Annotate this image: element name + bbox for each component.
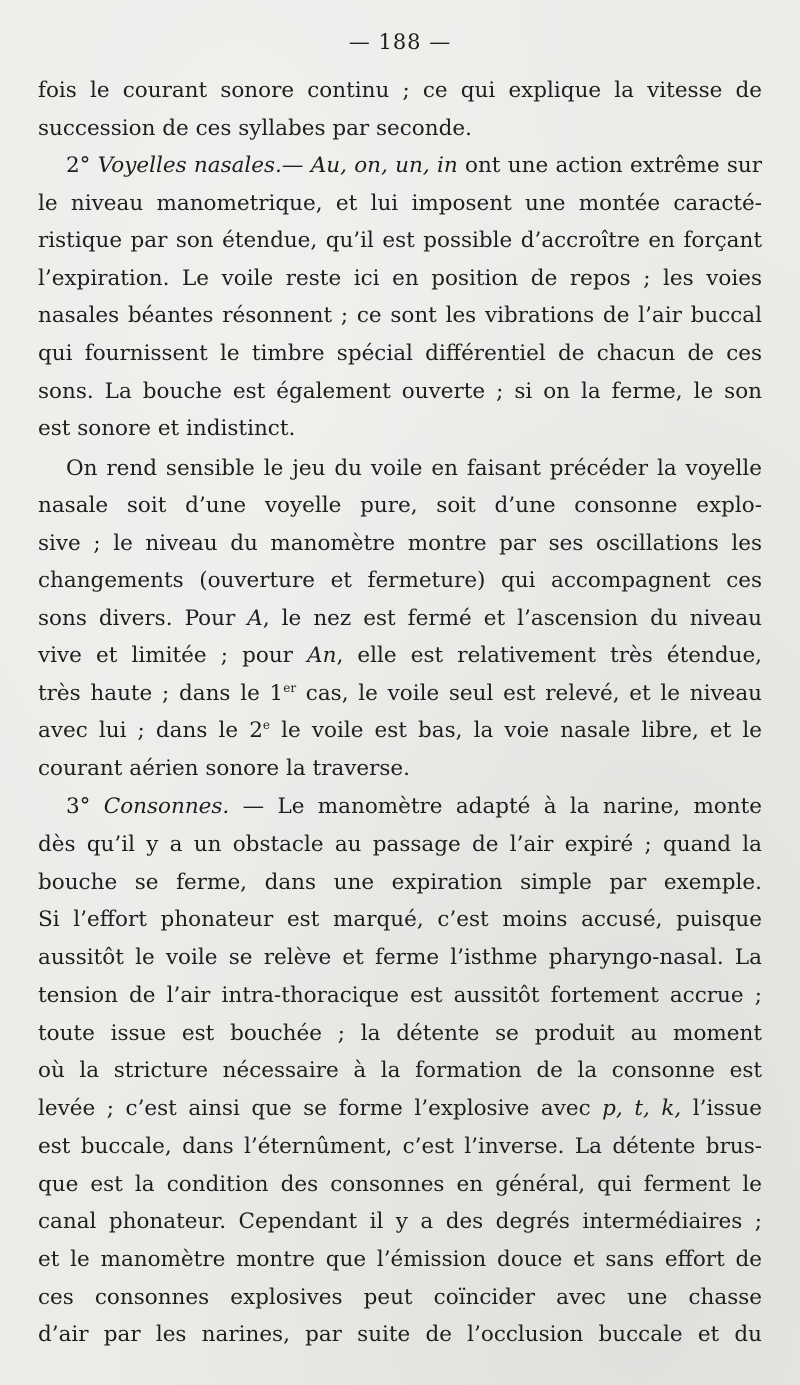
text-line: sive ; le niveau du manomètre montre par ses oscillations les <box>38 531 762 556</box>
text-line: le niveau manometrique, et lui imposent une montée caracté- <box>38 191 762 216</box>
text-line: où la stricture nécessaire à la formation de la consonne est <box>38 1058 762 1083</box>
page-number: — 188 — <box>348 30 452 54</box>
text-line: sons. La bouche est également ouverte ; si on la ferme, le son <box>38 379 762 404</box>
italic-text: Au, on, un, in <box>310 153 458 178</box>
text-line <box>38 1090 762 1127</box>
text-line <box>66 147 762 184</box>
text-span: le voile est bas, la voie nasale libre, et le <box>270 718 763 743</box>
text-span: levée ; c’est ainsi que se forme l’explosive avec <box>38 1096 603 1121</box>
text-line: qui fournissent le timbre spécial différentiel de chacun de ces <box>38 341 762 366</box>
text-line: tension de l’air intra-thoracique est aussitôt fortement accrue ; <box>38 983 762 1008</box>
text-line: toute issue est bouchée ; la détente se produit au moment <box>38 1021 762 1046</box>
text-line: aussitôt le voile se relève et ferme l’isthme pharyngo-nasal. La <box>38 945 762 970</box>
text-span: très haute ; dans le 1 <box>38 681 284 706</box>
text-line: ristique par son étendue, qu’il est possible d’accroître en forçant <box>38 228 762 253</box>
section-number: 2° <box>66 153 98 178</box>
text-span: l’issue <box>681 1096 762 1121</box>
text-line <box>38 675 762 712</box>
text-span: — <box>281 153 311 178</box>
text-line: que est la condition des consonnes en général, qui ferment le <box>38 1172 762 1197</box>
text-line: bouche se ferme, dans une expiration simple par exemple. <box>38 870 762 895</box>
superscript: er <box>283 680 297 695</box>
section-heading: Consonnes. <box>103 794 230 819</box>
text-line: dès qu’il y a un obstacle au passage de l’air expiré ; quand la <box>38 832 762 857</box>
text-line: est sonore et indistinct. <box>38 416 296 441</box>
section-heading: Voyelles nasales. <box>97 153 282 178</box>
text-line: courant aérien sonore la traverse. <box>38 756 410 781</box>
text-line <box>38 637 762 674</box>
text-line: ces consonnes explosives peut coïncider avec une chasse <box>38 1285 762 1310</box>
text-line: et le manomètre montre que l’émission douce et sans effort de <box>38 1247 762 1272</box>
text-line: d’air par les narines, par suite de l’occlusion buccale et du <box>38 1322 762 1347</box>
text-span: — Le manomètre adapté à la narine, monte <box>229 794 762 819</box>
text-line: changements (ouverture et fermeture) qui accompagnent ces <box>38 568 762 593</box>
text-span: sons divers. Pour <box>38 606 248 631</box>
text-line: On rend sensible le jeu du voile en faisant précéder la voyelle <box>66 456 762 481</box>
italic-text: p, t, k, <box>602 1096 682 1121</box>
text-line: l’expiration. Le voile reste ici en position de repos ; les voies <box>38 266 762 291</box>
superscript: e <box>262 717 271 732</box>
italic-text: A <box>247 606 263 631</box>
text-line <box>38 600 762 637</box>
text-line: fois le courant sonore continu ; ce qui explique la vitesse de <box>38 78 762 103</box>
italic-text: An <box>307 643 337 668</box>
text-span: ont une action extrême sur <box>457 153 763 178</box>
text-line: Si l’effort phonateur est marqué, c’est moins accusé, puisque <box>38 907 762 932</box>
text-line: est buccale, dans l’éternûment, c’est l’inverse. La détente brus- <box>38 1134 762 1159</box>
text-line: nasale soit d’une voyelle pure, soit d’une consonne explo- <box>38 493 762 518</box>
text-span: , elle est relativement très étendue, <box>336 643 763 668</box>
text-line: succession de ces syllabes par seconde. <box>38 116 472 141</box>
text-span: cas, le voile seul est relevé, et le niveau <box>296 681 762 706</box>
text-line <box>38 712 762 749</box>
text-span: vive et limitée ; pour <box>38 643 308 668</box>
text-line <box>66 788 762 825</box>
text-span: avec lui ; dans le 2 <box>38 718 263 743</box>
text-line: nasales béantes résonnent ; ce sont les vibrations de l’air buccal <box>38 303 762 328</box>
text-span: , le nez est fermé et l’ascension du niveau <box>262 606 762 631</box>
section-number: 3° <box>66 794 104 819</box>
text-line: canal phonateur. Cependant il y a des degrés intermédiaires ; <box>38 1209 762 1234</box>
